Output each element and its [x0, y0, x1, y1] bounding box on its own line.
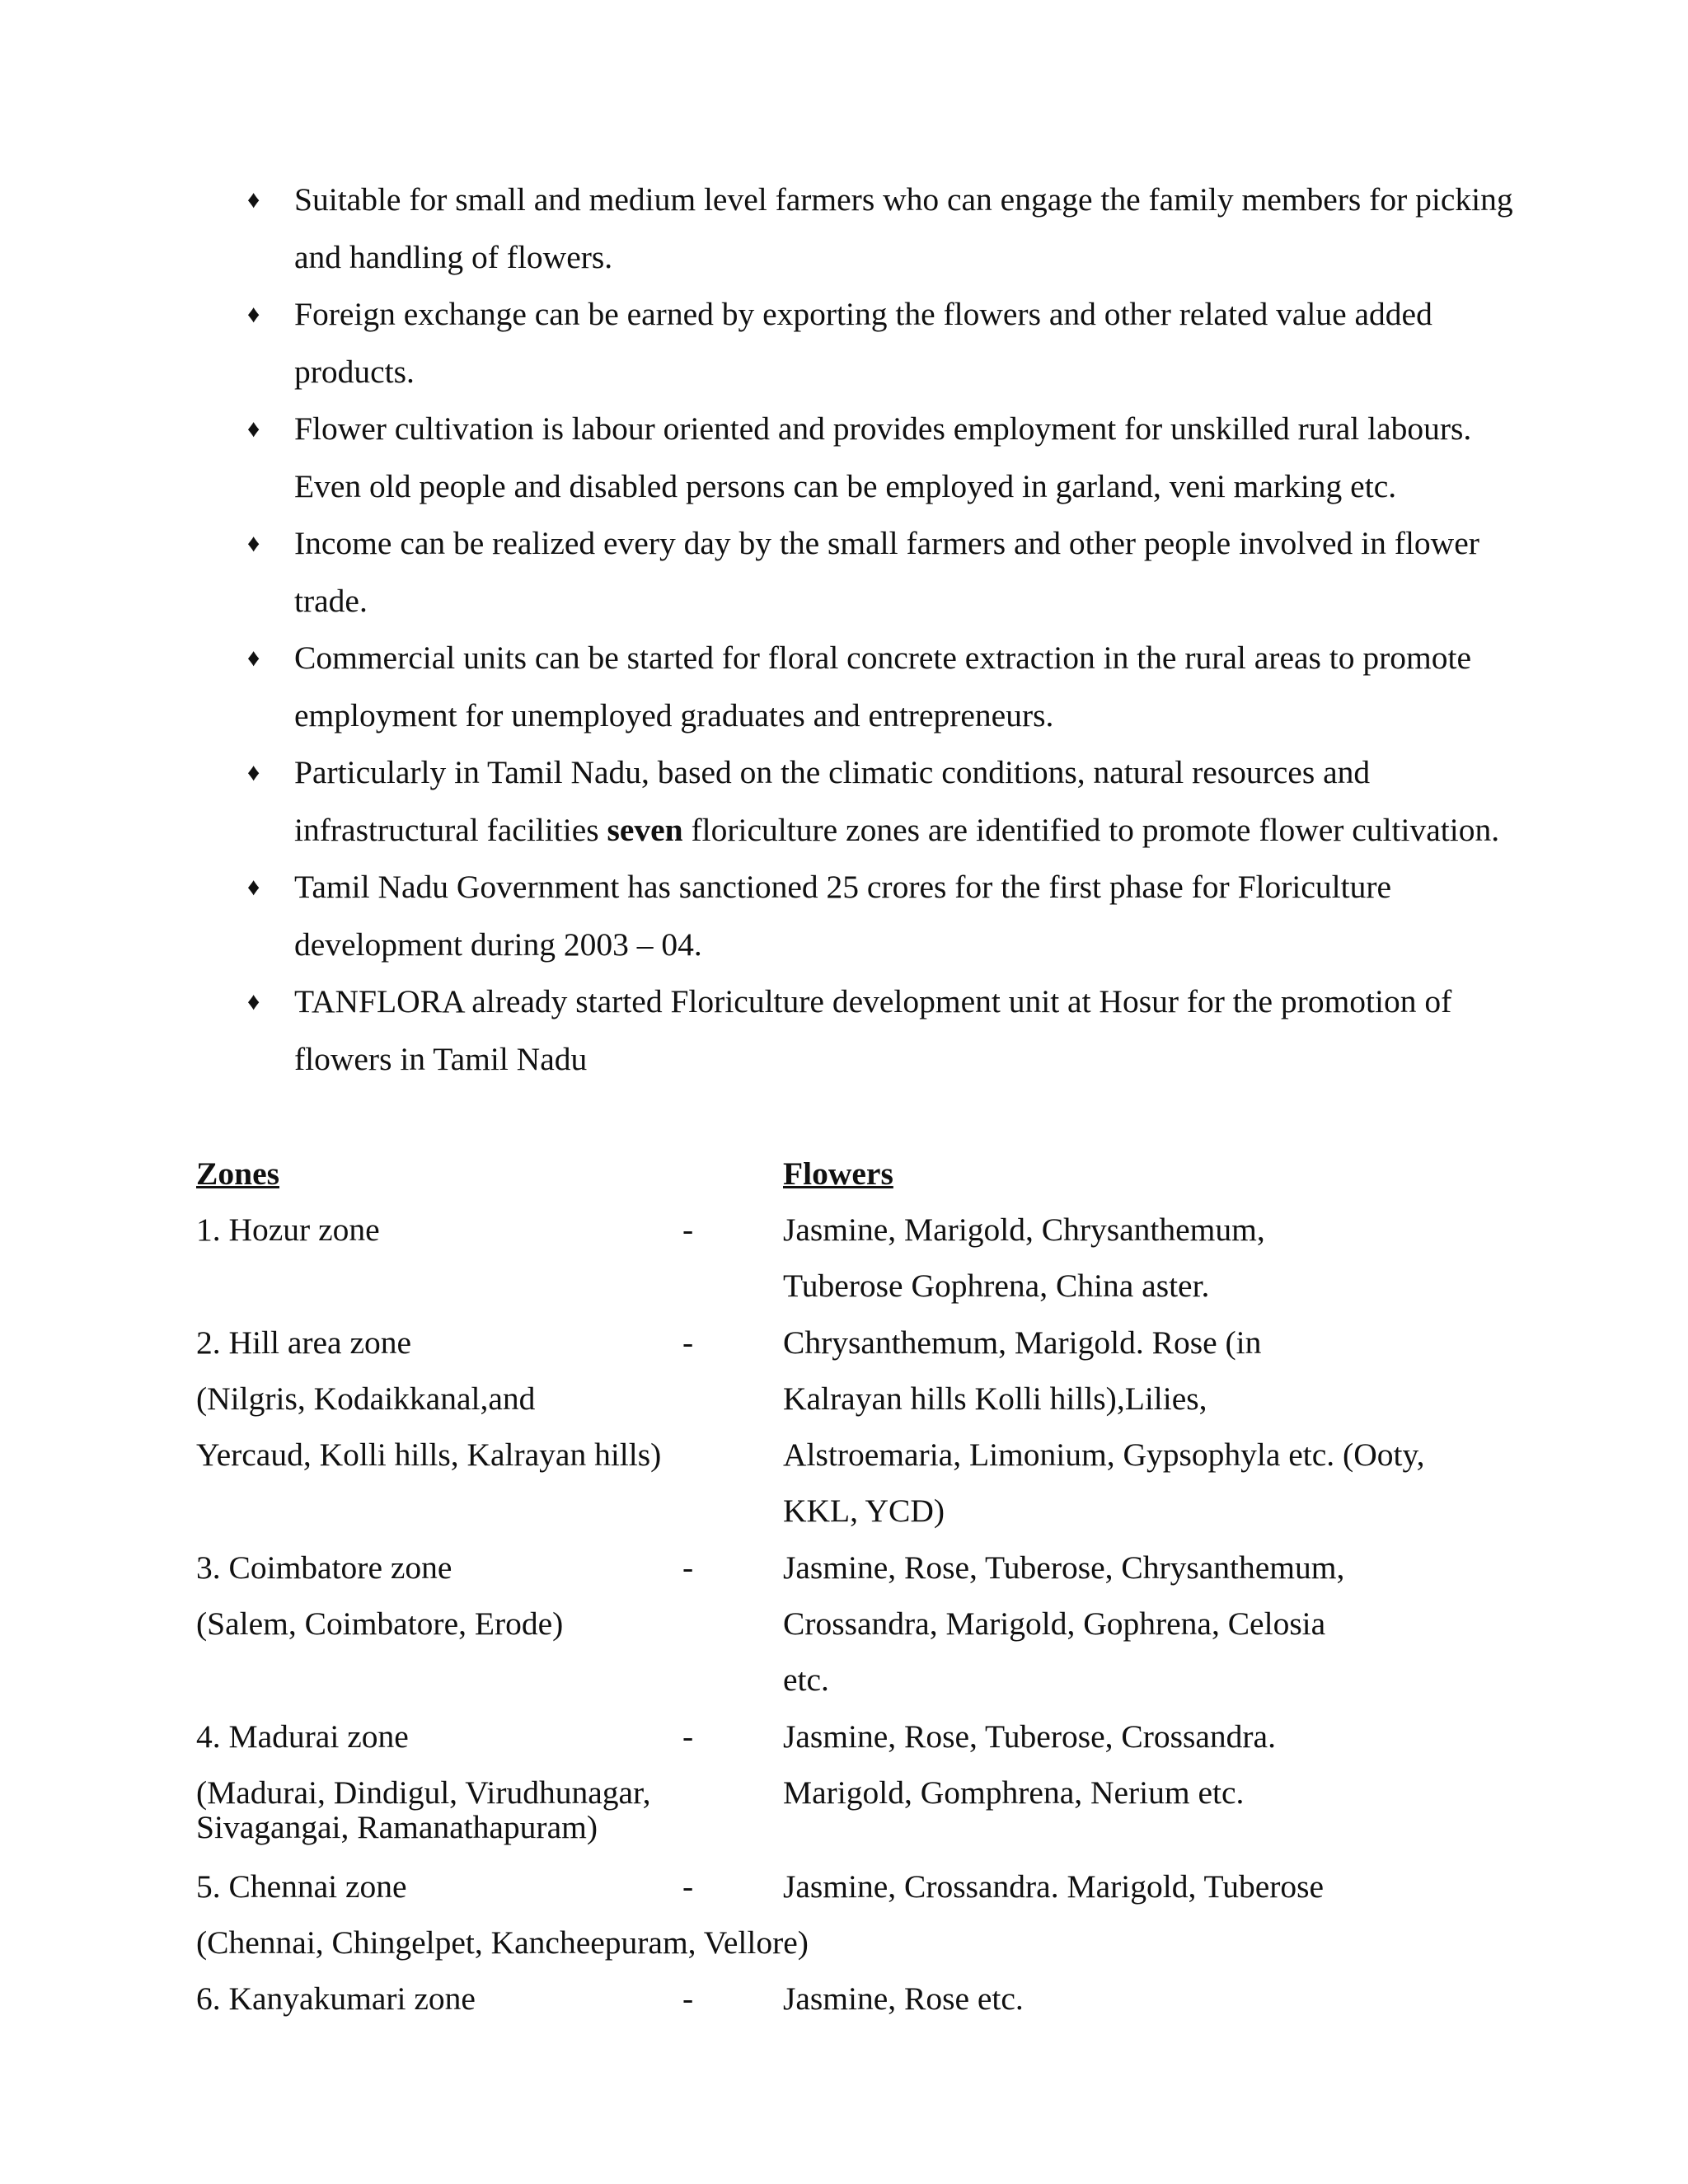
- zone-districts: (Chennai, Chingelpet, Kancheepuram, Vellore): [196, 1924, 809, 1961]
- dash-separator: -: [682, 1212, 694, 1248]
- list-item: [247, 171, 1533, 286]
- bullet-text: Tamil Nadu Government has sanctioned 25 crores for the first phase for Floriculture development during 2003 – 04.: [294, 869, 1392, 963]
- table-row: [196, 1540, 1515, 1708]
- bullet-text: Flower cultivation is labour oriented and provides employment for unskilled rural labours. Even old people and disabled persons can be employed in garland, veni marking etc.: [294, 410, 1472, 504]
- table-row: [196, 1858, 1515, 1971]
- diamond-bullet-icon: ♦: [247, 530, 260, 557]
- list-item: [247, 744, 1533, 859]
- dash-separator: -: [682, 1868, 694, 1905]
- table-row: [196, 1202, 1515, 1315]
- zone-flowers: Jasmine, Rose, Tuberose, Chrysanthemum, Crossandra, Marigold, Gophrena, Celosia etc.: [783, 1549, 1345, 1699]
- zone-name: 2. Hill area zone (Nilgris, Kodaikkanal,and Yercaud, Kolli hills, Kalrayan hills): [196, 1324, 662, 1474]
- diamond-bullet-icon: ♦: [247, 988, 260, 1015]
- zone-name: 1. Hozur zone: [196, 1212, 380, 1248]
- table-row: [196, 1315, 1515, 1540]
- bullet-text: Commercial units can be started for floral concrete extraction in the rural areas to promote employment for unemployed graduates and entrepreneurs.: [294, 640, 1471, 733]
- table-row: [196, 1708, 1515, 1858]
- zone-flowers: Jasmine, Crossandra. Marigold, Tuberose: [783, 1868, 1325, 1905]
- zone-flowers: Jasmine, Rose etc.: [783, 1980, 1024, 2018]
- bullet-text: Suitable for small and medium level farmers who can engage the family members for picking and handling of flowers.: [294, 181, 1513, 275]
- table-row: [196, 1971, 1515, 2027]
- dash-separator: -: [682, 1549, 694, 1586]
- diamond-bullet-icon: ♦: [247, 415, 260, 443]
- bullet-text: Income can be realized every day by the small farmers and other people involved in flower trade.: [294, 525, 1479, 619]
- diamond-bullet-icon: ♦: [247, 874, 260, 901]
- zones-column-header: Zones: [196, 1155, 279, 1192]
- diamond-bullet-icon: ♦: [247, 186, 260, 213]
- zone-districts: (Madurai, Dindigul, Virudhunagar, Sivagangai, Ramanathapuram): [196, 1774, 651, 1845]
- list-item: [247, 859, 1533, 973]
- bullet-text-part: Particularly in Tamil Nadu, based on the climatic conditions, natural resources and infrastructural facilities: [294, 754, 1371, 848]
- bullet-text: TANFLORA already started Floriculture development unit at Hosur for the promotion of flowers in Tamil Nadu: [294, 983, 1452, 1077]
- zone-flowers: Chrysanthemum, Marigold. Rose (in Kalrayan hills Kolli hills),Lilies, Alstroemaria, Limonium, Gypsophyla etc. (Ooty, KKL, YCD): [783, 1324, 1425, 1530]
- flowers-column-header: Flowers: [783, 1155, 893, 1192]
- list-item: [247, 515, 1533, 630]
- diamond-bullet-icon: ♦: [247, 759, 260, 786]
- diamond-bullet-icon: ♦: [247, 644, 260, 672]
- bullet-text: Foreign exchange can be earned by exporting the flowers and other related value added products.: [294, 296, 1432, 390]
- bullet-text-part: floriculture zones are identified to promote flower cultivation.: [682, 811, 1500, 848]
- dash-separator: -: [682, 1980, 694, 2018]
- list-item: [247, 630, 1533, 744]
- dash-separator: -: [682, 1324, 694, 1361]
- bullet-list: [247, 171, 1533, 1088]
- dash-separator: -: [682, 1718, 694, 1755]
- bullet-text: [294, 744, 1533, 859]
- list-item: [247, 401, 1533, 515]
- zone-flowers: Jasmine, Marigold, Chrysanthemum, Tuberose Gophrena, China aster.: [783, 1212, 1265, 1305]
- zone-flowers-continued: Marigold, Gomphrena, Nerium etc.: [783, 1774, 1245, 1811]
- diamond-bullet-icon: ♦: [247, 301, 260, 328]
- zone-name: 5. Chennai zone: [196, 1868, 407, 1905]
- bold-word: seven: [607, 811, 683, 848]
- list-item: [247, 286, 1533, 401]
- zone-name: 4. Madurai zone: [196, 1718, 409, 1755]
- zone-name: 3. Coimbatore zone (Salem, Coimbatore, Erode): [196, 1549, 564, 1643]
- zone-name: 6. Kanyakumari zone: [196, 1980, 476, 2018]
- list-item: [247, 973, 1533, 1088]
- zone-flowers: Jasmine, Rose, Tuberose, Crossandra.: [783, 1718, 1276, 1755]
- zones-table: [196, 1146, 1515, 2027]
- zones-table-header: [196, 1146, 1515, 1202]
